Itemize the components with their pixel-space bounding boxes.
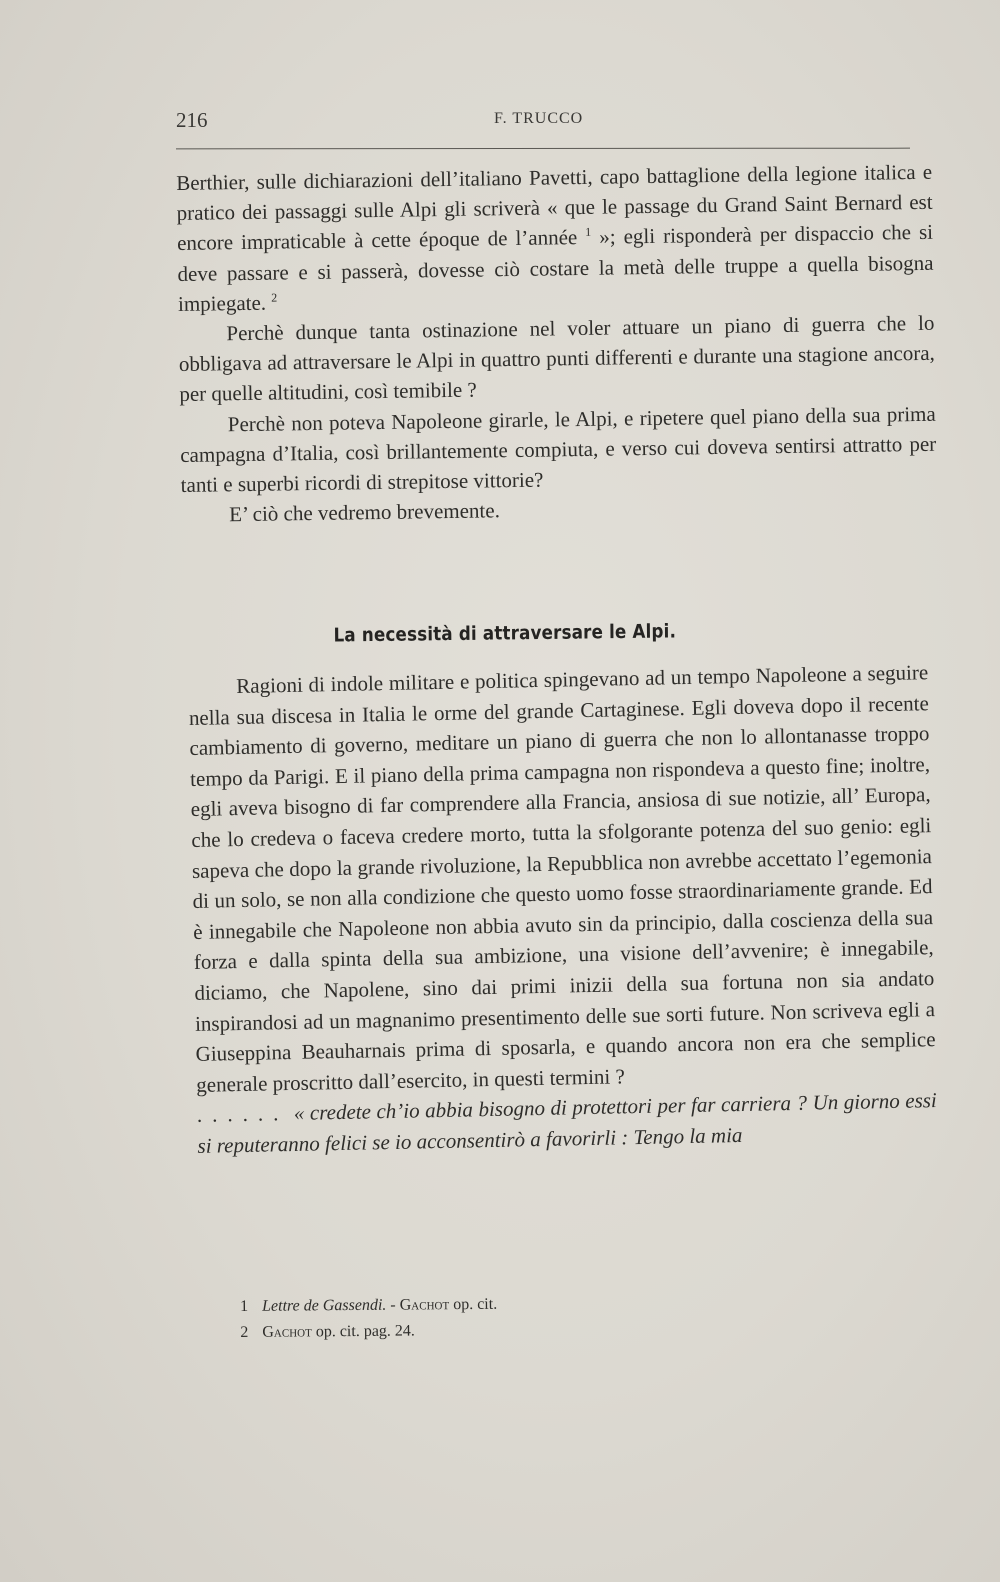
footnote-2 <box>240 1318 497 1346</box>
footnote-title: Lettre de Gassendi. <box>262 1296 387 1315</box>
paragraph-3: Perchè non poteva Napoleone girarle, le Alpi, e ripetere quel piano della sua prima campagna d’Italia, così brillantemente compiuta, e verso cui doveva sentirsi attratto per tanti e superbi ricordi di strepitose vittorie? <box>180 401 937 497</box>
body-text-top <box>176 157 937 531</box>
footnote-author: Gachot <box>262 1323 312 1341</box>
section-heading: La necessità di attraversare le Alpi. <box>333 620 677 647</box>
page-number: 216 <box>176 108 208 132</box>
footnote-ref: op. cit. pag. 24. <box>311 1322 415 1341</box>
body-text-section <box>188 657 938 1161</box>
header-rule <box>176 148 910 150</box>
paragraph-4: E’ ciò che vedremo brevemente. <box>228 498 501 527</box>
footnote-mark-1: 1 <box>585 225 592 240</box>
section-paragraph: Ragioni di indole militare e politica spingevano ad un tempo Napoleone a seguire nella sua discesa in Italia le orme del grande Cartaginese. Egli doveva dopo il recente cambiamento di governo, meditare un piano di guerra che non lo allontanasse troppo tempo da Parigi. E il piano della prima campagna non rispondeva a questo fine; inoltre, egli aveva bisogno di far comprendere alla Francia, ansiosa di sue notizie, all’ Europa, che lo credeva o faceva credere morto, tutta la sfolgorante potenza del suo genio: egli sapeva che dopo la grande rivoluzione, la Repubblica non avrebbe accettato l’egemonia di un solo, se non alla condizione che questo uomo fosse straordinariamente grande. Ed è innegabile che Napoleone non abbia avuto sin da principio, dalla coscienza della sua forza e dalla spinta della sua ambizione, una visione dell’avvenire; è innegabile, diciamo, che Napolene, sino dai primi inizii della sua fortuna non sia andato inspirandosi ad un magnanimo presentimento delle sue sorti future. Non scriveva egli a Giuseppina Beauharnais prima di sposarla, e quando ancora non era che semplice generale proscritto dall’esercito, in questi termini ? <box>188 660 936 1097</box>
page-header <box>176 108 910 138</box>
quote-text: « credete ch’io abbia bisogno di protettori per far carriera ? Un giorno essi si reputeranno felici se io acconsentirò a favorirli : Tengo la mia <box>197 1088 938 1158</box>
footnote-mark-2: 2 <box>271 290 278 305</box>
running-head: F. TRUCCO <box>494 110 584 127</box>
paragraph-1: Berthier, sulle dichiarazioni dell’italiano Pavetti, capo battaglione della legione italica e pratico dei passaggi sulle Alpi gli scriverà « que le passage du Grand Saint Bernard est encore impraticable à cette époque de l’année $^1$ »; egli risponderà per dispaccio che si deve passare e si passerà, dovesse ciò costare la metà delle truppe a quella bisogna impiegate. $^2$ <box>176 159 934 316</box>
footnote-number: 1 <box>240 1297 249 1315</box>
footnote-number: 2 <box>240 1323 249 1341</box>
footnote-ref: op. cit. <box>449 1295 498 1314</box>
footnotes <box>240 1292 498 1346</box>
quote-leader-dots: ...... <box>196 1101 289 1128</box>
footnote-author: - Gachot <box>390 1296 450 1314</box>
footnote-1 <box>240 1292 497 1320</box>
paragraph-2: Perchè dunque tanta ostinazione nel voler attuare un piano di guerra che lo obbligava ad attraversare le Alpi in quattro punti differenti e durante una stagione ancora, per quelle altitudini, così temibile ? <box>178 310 936 407</box>
